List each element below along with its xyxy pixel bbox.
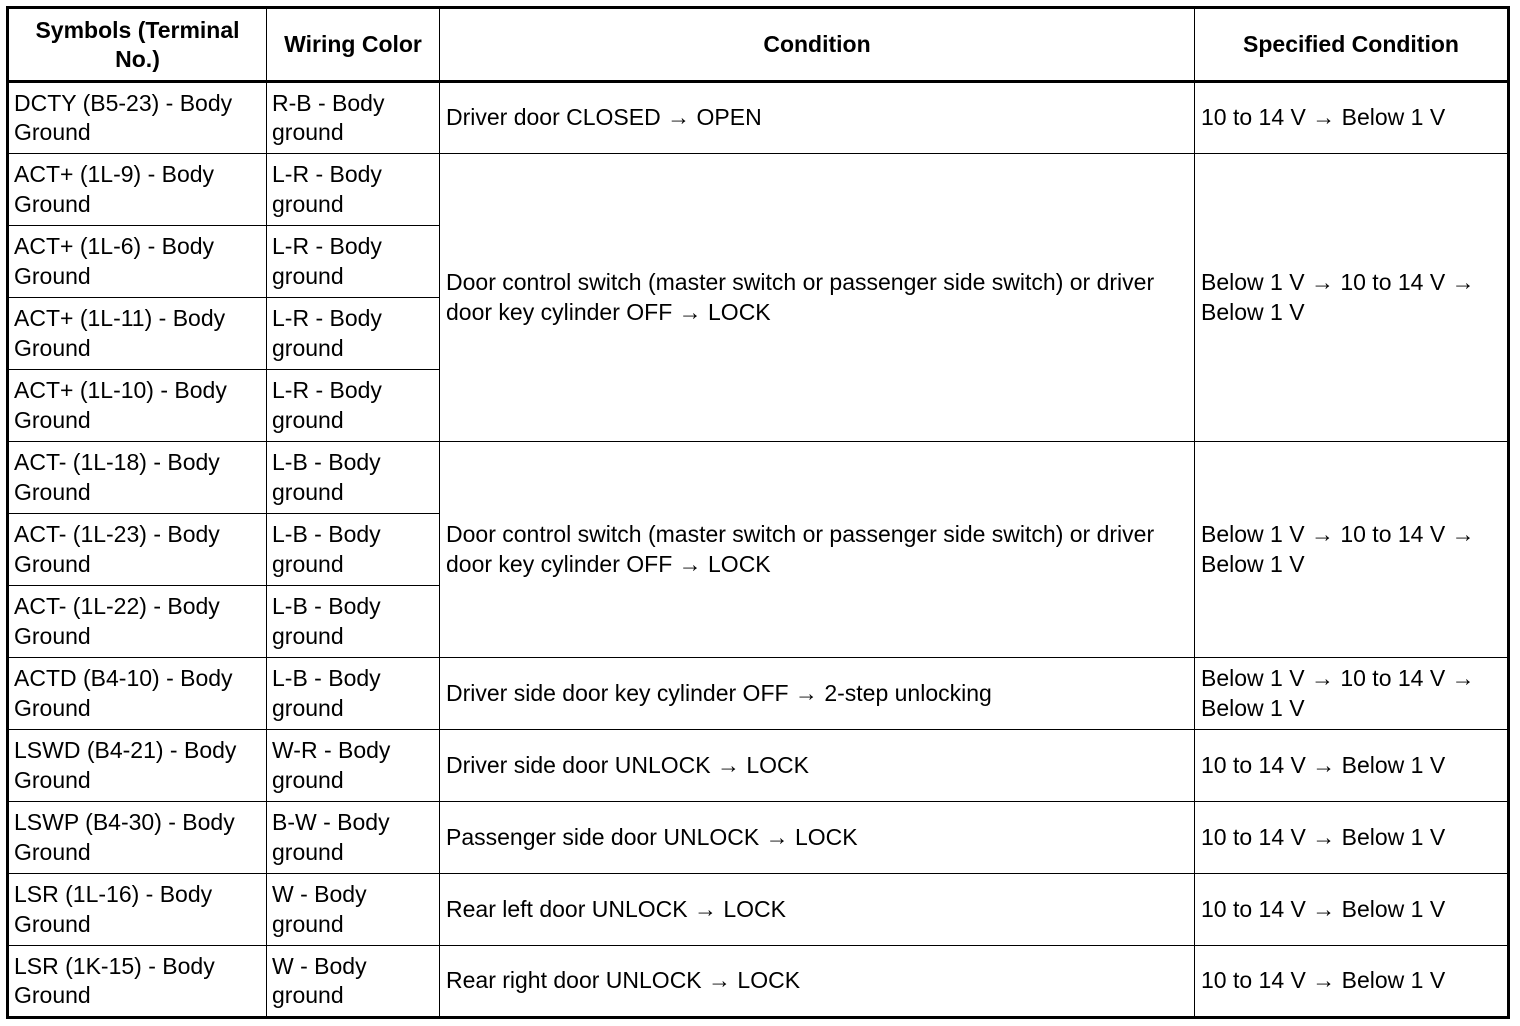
condition-cell: Rear left door UNLOCK → LOCK	[440, 874, 1195, 946]
table-row	[8, 154, 1509, 226]
symbol-cell: ACT+ (1L-11) - Body Ground	[8, 298, 267, 370]
symbol-cell: ACT+ (1L-10) - Body Ground	[8, 370, 267, 442]
table-header-row	[8, 8, 1509, 82]
symbol-cell: ACT- (1L-22) - Body Ground	[8, 586, 267, 658]
specified-cell: Below 1 V → 10 to 14 V → Below 1 V	[1195, 442, 1509, 658]
wiring-cell: L-B - Body ground	[267, 658, 440, 730]
symbol-cell: ACT+ (1L-9) - Body Ground	[8, 154, 267, 226]
wiring-cell: L-R - Body ground	[267, 154, 440, 226]
header-wiring-color: Wiring Color	[267, 8, 440, 82]
condition-cell: Driver side door UNLOCK → LOCK	[440, 730, 1195, 802]
condition-cell: Passenger side door UNLOCK → LOCK	[440, 802, 1195, 874]
wiring-cell: W-R - Body ground	[267, 730, 440, 802]
symbol-cell: ACT+ (1L-6) - Body Ground	[8, 226, 267, 298]
symbol-cell: LSR (1L-16) - Body Ground	[8, 874, 267, 946]
wiring-cell: L-R - Body ground	[267, 370, 440, 442]
condition-cell: Door control switch (master switch or passenger side switch) or driver door key cylinder OFF → LOCK	[440, 442, 1195, 658]
header-condition: Condition	[440, 8, 1195, 82]
table-row	[8, 82, 1509, 154]
specified-cell: 10 to 14 V → Below 1 V	[1195, 730, 1509, 802]
specified-cell: 10 to 14 V → Below 1 V	[1195, 874, 1509, 946]
table-row	[8, 874, 1509, 946]
symbol-cell: ACT- (1L-23) - Body Ground	[8, 514, 267, 586]
condition-cell: Door control switch (master switch or passenger side switch) or driver door key cylinder OFF → LOCK	[440, 154, 1195, 442]
condition-cell: Driver side door key cylinder OFF → 2-step unlocking	[440, 658, 1195, 730]
wiring-cell: L-B - Body ground	[267, 586, 440, 658]
table-row	[8, 946, 1509, 1018]
table-row	[8, 730, 1509, 802]
wiring-cell: B-W - Body ground	[267, 802, 440, 874]
table-row	[8, 442, 1509, 514]
specified-cell: Below 1 V → 10 to 14 V → Below 1 V	[1195, 658, 1509, 730]
symbol-cell: LSR (1K-15) - Body Ground	[8, 946, 267, 1018]
wiring-cell: R-B - Body ground	[267, 82, 440, 154]
wiring-cell: W - Body ground	[267, 946, 440, 1018]
specified-cell: 10 to 14 V → Below 1 V	[1195, 802, 1509, 874]
wiring-cell: L-B - Body ground	[267, 442, 440, 514]
header-specified-condition: Specified Condition	[1195, 8, 1509, 82]
specified-cell: Below 1 V → 10 to 14 V → Below 1 V	[1195, 154, 1509, 442]
wiring-cell: L-R - Body ground	[267, 226, 440, 298]
symbol-cell: DCTY (B5-23) - Body Ground	[8, 82, 267, 154]
wiring-cell: W - Body ground	[267, 874, 440, 946]
wiring-cell: L-B - Body ground	[267, 514, 440, 586]
specified-cell: 10 to 14 V → Below 1 V	[1195, 82, 1509, 154]
symbol-cell: LSWD (B4-21) - Body Ground	[8, 730, 267, 802]
table-row	[8, 658, 1509, 730]
symbol-cell: ACT- (1L-18) - Body Ground	[8, 442, 267, 514]
terminal-spec-table	[6, 6, 1510, 1019]
wiring-cell: L-R - Body ground	[267, 298, 440, 370]
symbol-cell: LSWP (B4-30) - Body Ground	[8, 802, 267, 874]
symbol-cell: ACTD (B4-10) - Body Ground	[8, 658, 267, 730]
header-symbols: Symbols (Terminal No.)	[8, 8, 267, 82]
condition-cell: Driver door CLOSED → OPEN	[440, 82, 1195, 154]
condition-cell: Rear right door UNLOCK → LOCK	[440, 946, 1195, 1018]
table-row	[8, 802, 1509, 874]
specified-cell: 10 to 14 V → Below 1 V	[1195, 946, 1509, 1018]
